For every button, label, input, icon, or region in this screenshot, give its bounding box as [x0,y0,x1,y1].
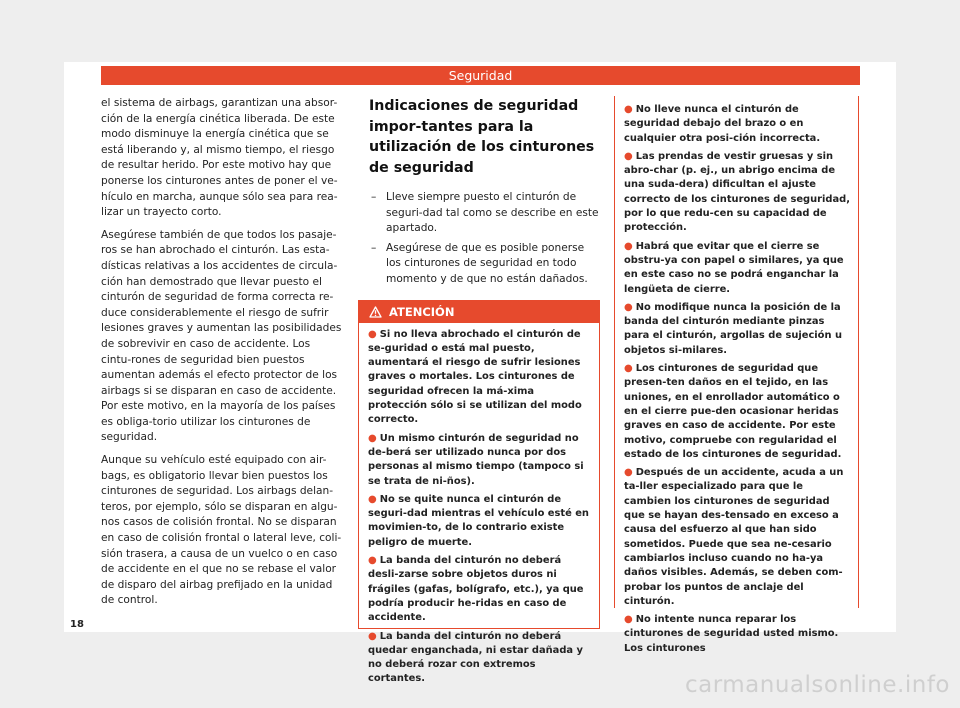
bullet-dot-icon: ● [624,363,633,375]
warning-item-text: La banda del cinturón no deberá desli-zarse sobre objetos duros ni frágiles (gafas, bolígrafo, etc.), ya que podría producir he-ridas en caso de accidente. [368,555,584,624]
warning-item [624,240,852,297]
middle-column [358,96,602,685]
warning-header [359,301,599,323]
bullet-dot-icon: ● [368,432,377,444]
bullet-dot-icon: ● [368,328,377,340]
warning-item [624,362,852,462]
bullet-dot-icon: ● [624,104,633,115]
warning-item-text: Los cinturones de seguridad que presen-ten daños en el tejido, en las uniones, en el enrollador automático o en el cierre pue-den ocasionar heridas graves en caso de accidente. Por este motivo, compruebe con regularidad el estado de los cinturones de seguridad. [624,363,842,460]
warning-item [624,103,852,146]
warning-item-text: Si no lleva abrochado el cinturón de se-guridad o está mal puesto, aumentará el riesgo de sufrir lesiones graves o mortales. Los cinturones de seguridad ofrecen la má-xima protección sólo si se utilizan del modo correcto. [368,328,582,426]
body-paragraph: Asegúrese también de que todos los pasaje-ros se han abrochado el cinturón. Las esta-dísticas relativas a los accidentes de circula-ción han demostrado que llevar puesto el cinturón de seguridad de forma correcta re-duce considerablemente el riesgo de sufrir lesiones graves y aumentan las posibilidades de sobrevivir en caso de accidente. Los cintu-rones de seguridad bien puestos aumentan además el efecto protector de los airbags si se disparan en caso de accidente. Por este motivo, en la mayoría de los países es obliga-torio utilizar los cinturones de seguridad. [101,228,342,444]
list-item [358,241,602,288]
bullet-dot-icon: ● [624,467,633,479]
warning-item [624,150,852,236]
warning-triangle-icon [369,306,382,318]
bullet-dot-icon: ● [624,614,633,626]
watermark: carmanualsonline.info [684,672,950,698]
warning-item [368,493,591,550]
list-item [358,190,602,237]
warning-item-text: No intente nunca reparar los cinturones de seguridad usted mismo. Los cinturones [624,614,839,654]
warning-item-text: Habrá que evitar que el cierre se obstru-ya con papel o similares, ya que en este caso no se podrá enganchar la lengüeta de cierre. [624,240,844,295]
warning-item-text: No lleve nunca el cinturón de seguridad debajo del brazo o en cualquier otra posi-ción incorrecta. [624,104,821,144]
body-paragraph: el sistema de airbags, garantizan una absor-ción de la energía cinética liberada. De este modo disminuye la energía cinética que se está liberando y, al mismo tiempo, el riesgo de resultar herido. Por este motivo hay que ponerse los cinturones antes de poner el ve-hículo en marcha, aunque sólo sea para rea-lizar un trayecto corto. [101,97,338,219]
warning-item-text: No se quite nunca el cinturón de seguri-dad mientras el vehículo esté en movimien-to, de lo contrario existe peligro de muerte. [368,493,589,548]
bullet-dot-icon: ● [624,150,633,162]
section-header: Seguridad [101,66,860,85]
warning-item [368,432,591,489]
warning-item [368,328,591,428]
bullet-dot-icon: ● [624,301,633,313]
warning-item-text: Después de un accidente, acuda a un ta-ller especializado para que le cambien los cinturones de seguridad que se hayan des-tensado en exceso a causa del esfuerzo al que han sido sometidos. Puede que sea ne-cesario cambiarlos incluso cuando no ha-ya daños visibles. Además, se deben com-probar los puntos de anclaje del cinturón. [624,467,844,607]
warning-item [624,301,852,358]
warning-item-text: No modifique nunca la posición de la banda del cinturón mediante pinzas para el cinturón, argollas de sujeción u objetos si-milares. [624,301,842,356]
dash-marker: – [371,191,377,203]
warning-box [358,300,600,685]
warning-heading: ATENCIÓN [389,304,455,319]
left-column [101,96,342,616]
bullet-dot-icon: ● [368,493,377,505]
bullet-dot-icon: ● [368,630,377,642]
page-number: 18 [70,619,84,630]
list-item-text: Asegúrese de que es posible ponerse los cinturones de seguridad en todo momento y de que no están dañados. [386,241,588,285]
bullet-dot-icon: ● [368,555,377,567]
warning-body [359,323,599,687]
bullet-dot-icon: ● [624,240,633,252]
list-item-text: Lleve siempre puesto el cinturón de seguri-dad tal como se describe en este apartado. [386,191,599,235]
section-title: Indicaciones de seguridad impor-tantes para la utilización de los cinturones de seguridad [369,98,595,176]
warning-item [368,630,591,687]
warning-item-text: Las prendas de vestir gruesas y sin abro-char (p. ej., un abrigo encima de una suda-dera) dificultan el ajuste correcto de los cinturones de seguridad, por lo que redu-cen su capacidad de protección. [624,150,850,234]
dash-marker: – [371,241,377,254]
dash-list [358,190,602,288]
warning-item [368,554,591,625]
body-paragraph: Aunque su vehículo esté equipado con air-bags, es obligatorio llevar bien puestos los cinturones de seguridad. Los airbags delan-teros, por ejemplo, sólo se disparan en algu-nos casos de colisión frontal. No se disparan en caso de colisión frontal o lateral leve, coli-sión trasera, a causa de un vuelco o en caso de accidente en el que no se rebase el valor de disparo del airbag prefijado en la unidad de control. [101,454,342,607]
warning-item [624,613,852,656]
warning-continuation [614,96,859,654]
warning-item [624,466,852,609]
warning-item-text: La banda del cinturón no deberá quedar enganchada, ni estar dañada y no deberá rozar con extremos cortantes. [368,630,583,685]
warning-item-text: Un mismo cinturón de seguridad no de-berá ser utilizado nunca por dos personas al mismo tiempo (tampoco si se trata de ni-ños). [368,432,584,487]
